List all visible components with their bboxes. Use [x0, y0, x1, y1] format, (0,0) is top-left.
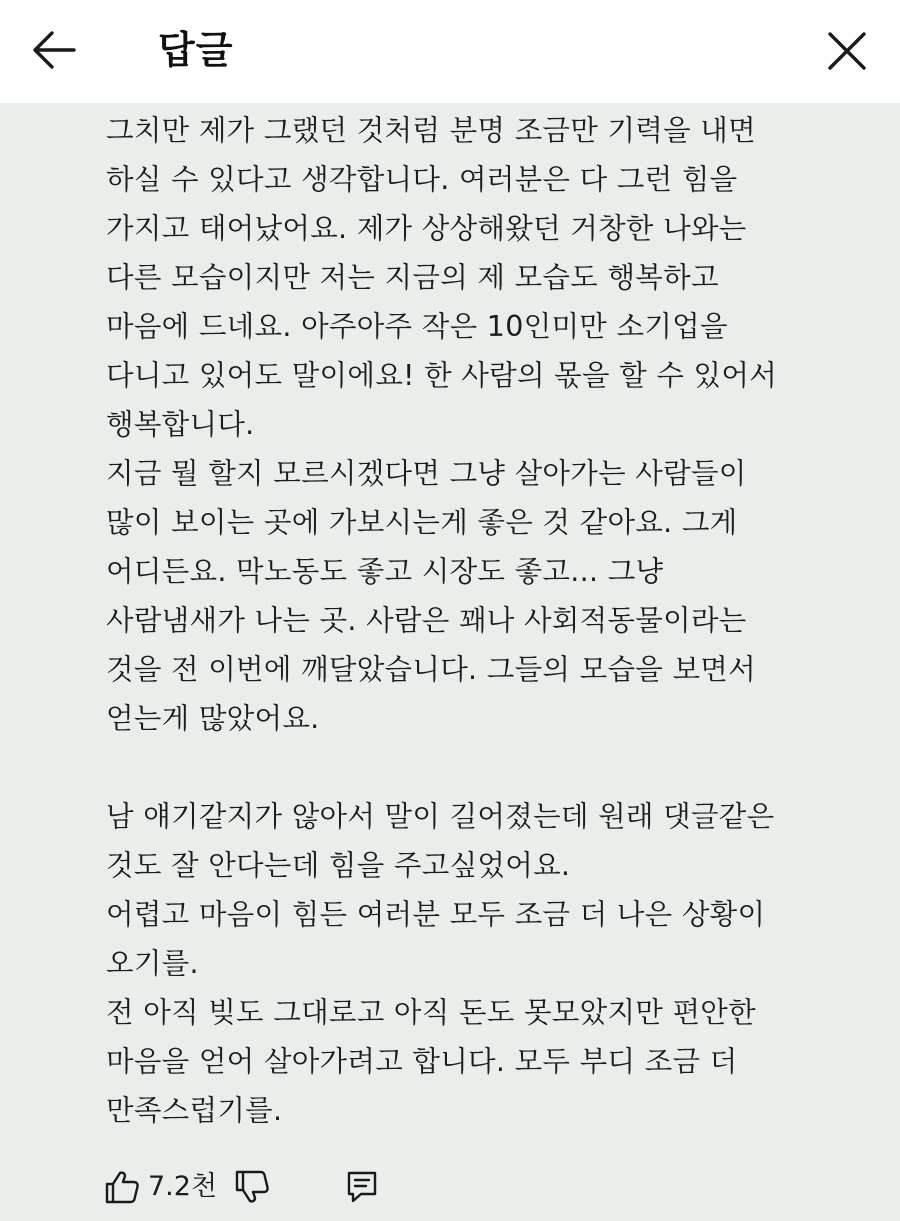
comment-line: 하실 수 있다고 생각합니다. 여러분은 다 그런 힘을 — [106, 163, 738, 196]
comment-line: 남 얘기같지가 않아서 말이 길어졌는데 원래 댓글같은 — [106, 800, 775, 833]
top-app-bar — [0, 0, 900, 103]
comment-line: 만족스럽기를. — [106, 1094, 283, 1127]
back-button[interactable] — [26, 22, 82, 78]
comment-line: 그치만 제가 그랬던 것처럼 분명 조금만 기력을 내면 — [106, 114, 756, 147]
close-button[interactable] — [818, 22, 876, 80]
comment-line: 다른 모습이지만 저는 지금의 제 모습도 행복하고 — [106, 261, 719, 294]
comment-line: 어렵고 마음이 힘든 여러분 모두 조금 더 나은 상황이 — [106, 898, 766, 931]
page-title: 답글 — [158, 28, 234, 72]
close-icon — [818, 22, 876, 80]
blank-line — [106, 743, 866, 792]
like-count: 7.2천 — [148, 1171, 218, 1202]
comment-body — [106, 106, 866, 1135]
thumbs-down-icon — [234, 1169, 270, 1205]
comment-line: 사람냄새가 나는 곳. 사람은 꽤나 사회적동물이라는 — [106, 604, 747, 637]
reply-button[interactable] — [344, 1169, 380, 1205]
comment-line: 것을 전 이번에 깨달았습니다. 그들의 모습을 보면서 — [106, 653, 756, 686]
comment-line: 어디든요. 막노동도 좋고 시장도 좋고... 그냥 — [106, 555, 664, 588]
comment-line: 오기를. — [106, 947, 199, 980]
comment-action-bar — [104, 1165, 424, 1209]
comment-line: 가지고 태어났어요. 제가 상상해왔던 거창한 나와는 — [106, 212, 747, 245]
comment-line: 행복합니다. — [106, 408, 255, 441]
thumbs-up-icon — [104, 1169, 140, 1205]
comment-line: 것도 잘 안다는데 힘을 주고싶었어요. — [106, 849, 571, 882]
dislike-button[interactable] — [234, 1169, 270, 1205]
comment-line: 전 아직 빚도 그대로고 아직 돈도 못모았지만 편안한 — [106, 996, 756, 1029]
comment-line: 다니고 있어도 말이에요! 한 사람의 몫을 할 수 있어서 — [106, 359, 778, 392]
comment-line: 마음을 얻어 살아가려고 합니다. 모두 부디 조금 더 — [106, 1045, 738, 1078]
comment-line: 마음에 드네요. 아주아주 작은 10인미만 소기업을 — [106, 310, 728, 343]
arrow-left-icon — [26, 22, 82, 78]
reply-comment-icon — [344, 1169, 380, 1205]
comment-line: 많이 보이는 곳에 가보시는게 좋은 것 같아요. 그게 — [106, 506, 738, 539]
comment-line: 얻는게 많았어요. — [106, 702, 320, 735]
comment-line: 지금 뭘 할지 모르시겠다면 그냥 살아가는 사람들이 — [106, 457, 747, 490]
like-button[interactable] — [104, 1169, 140, 1205]
